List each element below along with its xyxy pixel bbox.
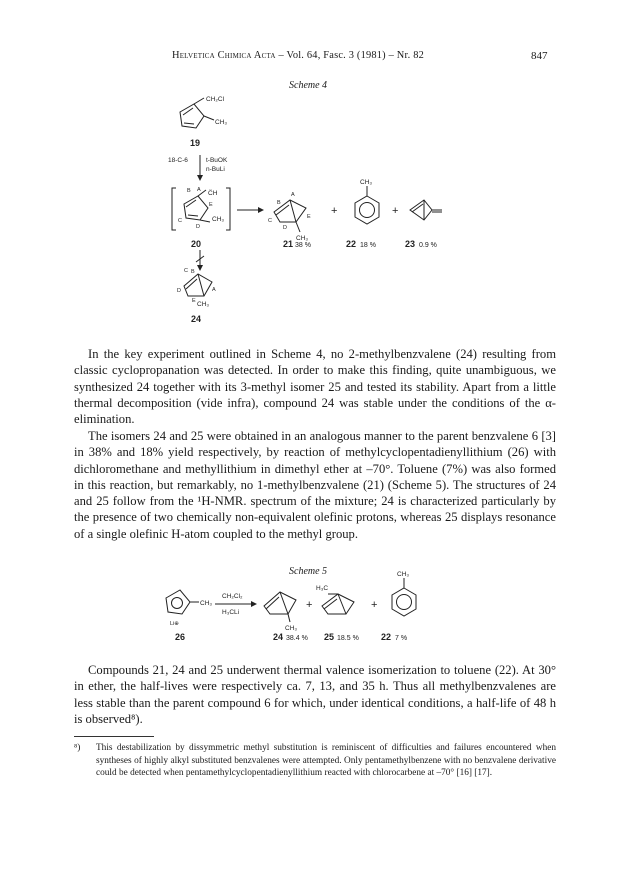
paragraph-2-text: The isomers 24 and 25 were obtained in an analogous manner to the parent benzvalene 6 [3] in 38% and 18% yield respectively, by reaction of methylcyclopentadienyllithium (26) with dichloromethane and methyllithium in dimethyl ether at –70°. Toluene (7%) was also formed in this reaction, but remarkably, no 1-methylbenzvalene (21) (Scheme 5). The structures of 24 and 25 follow from the ¹H-NMR. spectrum of the mixture; 24 is characterized particularly by the presence of two chemically non-equivalent olefinic protons, whereas 25 displays resonance of a single olefinic H-atom coupled to the methyl group. <box>74 429 556 541</box>
ch3-label-24: CH₃ <box>197 301 210 308</box>
yield-22: 18 % <box>360 242 376 249</box>
ch3-label-22: CH₃ <box>360 179 373 186</box>
nbuli-label: n-BuLi <box>206 166 225 173</box>
compound-20-label: 20 <box>191 239 202 249</box>
reagent-ch2cl2: CH₂Cl₂ <box>222 593 243 600</box>
yield-24-s5: 38.4 % <box>286 635 308 642</box>
yield-25: 18.5 % <box>337 635 359 642</box>
h3c-label-25: H₃C <box>316 585 329 592</box>
ch3-label-24-s5: CH₃ <box>285 625 298 632</box>
atom-c-24: C <box>184 268 188 274</box>
plus-sign-1: + <box>331 205 338 217</box>
crown-ether-label: 18-C-6 <box>168 157 188 164</box>
atom-c-20: C <box>178 218 182 224</box>
ch3-label-26: CH₃ <box>200 600 213 607</box>
compound-21-label: 21 <box>283 239 294 249</box>
footnote-marker: ⁸) <box>74 743 81 753</box>
compound-23-label: 23 <box>405 239 416 249</box>
atom-d-24: D <box>177 288 181 294</box>
footnote-8 <box>74 742 556 780</box>
compound-25-structure <box>322 594 354 614</box>
atom-a-20: A <box>197 187 201 193</box>
page-number: 847 <box>531 50 548 62</box>
footnote-text: This destabilization by dissymmetric methyl substitution is reminiscent of difficulties and failures encountered when syntheses of highly alkyl substituted benzvalenes were attempted. Only pentamethylbenzene with no benzvalene derivative could be detected when pentamethylcyclopentadienyllithium reacted with chlorocarbene at –70° [16] [17]. <box>96 743 556 779</box>
reagent-h3cli: H₃CLi <box>222 609 240 616</box>
atom-a-24: A <box>212 287 216 293</box>
lithium-label: Li⊕ <box>170 621 179 627</box>
compound-22-s5-label: 22 <box>381 632 392 642</box>
compound-19-label: 19 <box>190 138 201 148</box>
atom-e-21: E <box>307 214 311 220</box>
journal-name: Helvetica Chimica Acta <box>172 50 276 61</box>
compound-26-structure <box>166 590 199 614</box>
scheme-5-caption: Scheme 5 <box>289 566 328 577</box>
plus-sign-4: + <box>371 599 378 611</box>
ch3-label-20: CH₃ <box>212 216 225 223</box>
paragraph-1-text: In the key experiment outlined in Scheme 4, no 2-methylbenzvalene (24) resulting from classic cyclopropanation was detected. In order to make this finding, quite unambiguous, we synthesized 24 together with its 3-methyl isomer 25 and tested its stability. Apart from a little thermal decomposition (vide infra), compound 24 was stable under the conditions of the α-elimination. <box>74 347 556 427</box>
yield-21: 38 % <box>295 242 311 249</box>
journal-issue: – Vol. 64, Fasc. 3 (1981) – Nr. 82 <box>278 50 424 61</box>
ch3-label-19: CH₃ <box>215 119 228 126</box>
carbene-ch-label: C̈H <box>208 190 218 197</box>
atom-e-24: E <box>192 298 196 304</box>
yield-22-s5: 7 % <box>395 635 408 642</box>
atom-e-20: E <box>209 202 213 208</box>
ch2cl-label: CH₂Cl <box>206 96 225 103</box>
tbuok-label: t-BuOK <box>206 157 228 164</box>
atom-b-24: B <box>191 269 195 275</box>
compound-24-s5-label: 24 <box>273 632 284 642</box>
ch3-label-22-s5: CH₃ <box>397 571 410 578</box>
plus-sign-3: + <box>306 599 313 611</box>
atom-b-21: B <box>277 200 281 206</box>
ch3-label-21: CH₃ <box>296 235 309 242</box>
compound-25-label: 25 <box>324 632 335 642</box>
atom-d-20: D <box>196 224 200 230</box>
compound-24-label: 24 <box>191 314 202 324</box>
paragraph-3-text: Compounds 21, 24 and 25 underwent thermal valence isomerization to toluene (22). At 30° in ether, the half-lives were respectively ca. 7, 13, and 35 h. Thus all methylbenzvalenes are less stable than the parent compound 6 for which, under identical conditions, a half-life of 48 h is observed⁸). <box>74 663 556 726</box>
plus-sign-2: + <box>392 205 399 217</box>
arrowhead-scheme5 <box>251 601 257 607</box>
atom-a-21: A <box>291 192 295 198</box>
atom-d-21: D <box>283 225 287 231</box>
compound-22-s5-structure <box>392 578 416 616</box>
compound-22-label: 22 <box>346 239 357 249</box>
footnote-rule <box>74 736 154 737</box>
compound-24-s5-structure <box>264 592 296 622</box>
paragraph-isomerization <box>74 662 556 727</box>
atom-b-20: B <box>187 188 191 194</box>
yield-23: 0.9 % <box>419 242 437 249</box>
atom-c-21: C <box>268 218 272 224</box>
scheme-4-caption: Scheme 4 <box>289 80 328 91</box>
compound-26-label: 26 <box>175 632 186 642</box>
